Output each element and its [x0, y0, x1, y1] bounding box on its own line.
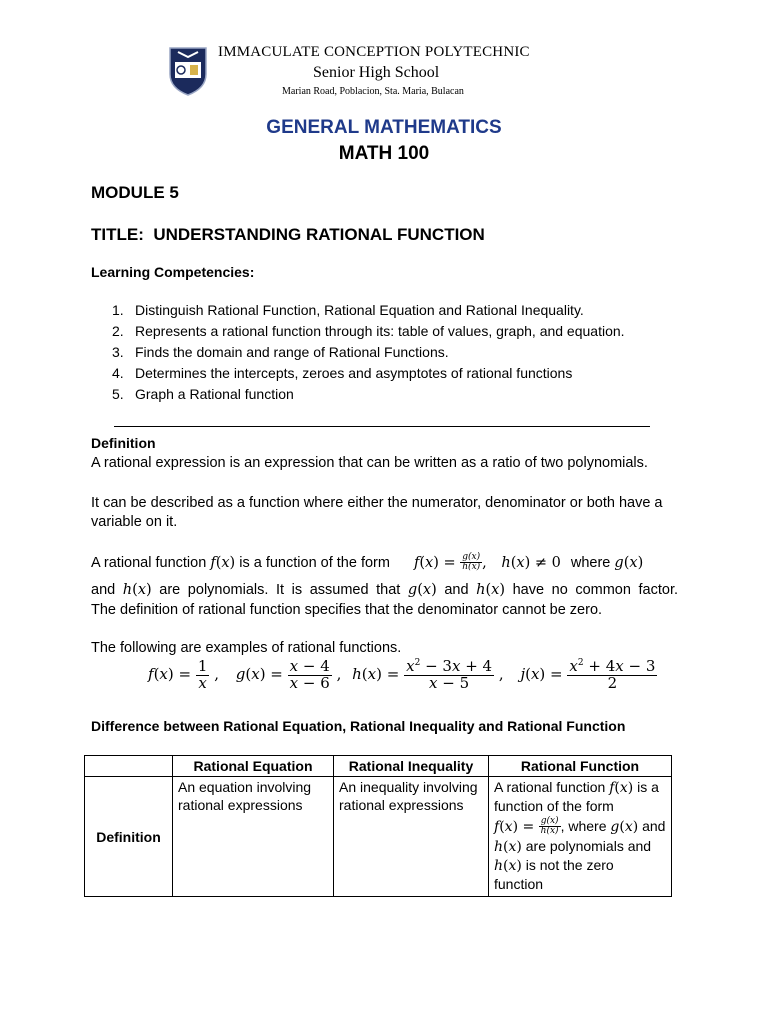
definition-p3-line1 [91, 553, 691, 573]
list-item-number: 5. [112, 386, 124, 402]
math-expression: f(x) = $\frac{g(x)}{h(x)}$ [494, 816, 559, 837]
list-item [112, 323, 625, 344]
definition-heading: Definition [91, 435, 156, 451]
cell-text: A rational function [494, 779, 606, 795]
cell-text: are polynomials and [525, 837, 652, 854]
section-divider [114, 426, 650, 427]
table-header-inequality: Rational Inequality [334, 756, 489, 777]
definition-text: have no common factor. [512, 582, 679, 598]
math-expression: h(x) [494, 857, 522, 874]
definition-p1: A rational expression is an expression that can be written as a ratio of two polynomials. [91, 455, 648, 471]
school-name: IMMACULATE CONCEPTION POLYTECHNIC [218, 44, 530, 60]
school-address: Marian Road, Poblacion, Sta. Maria, Bulacan [282, 86, 464, 97]
table-header-row [85, 756, 672, 777]
definition-p2: It can be described as a function where either the numerator, denominator or both have a variable on it. [91, 495, 663, 530]
math-expression: g(x) [407, 582, 437, 598]
definition-text: are polynomials. It is assumed that [159, 582, 401, 598]
difference-table [84, 755, 672, 897]
table-header-empty [85, 756, 173, 777]
math-expression: f(x) [609, 780, 634, 796]
school-subtitle: Senior High School [313, 64, 440, 81]
list-item-text: Determines the intercepts, zeroes and asymptotes of rational functions [135, 365, 573, 381]
difference-heading: Difference between Rational Equation, Rational Inequality and Rational Function [91, 718, 626, 734]
list-item-text: Finds the domain and range of Rational Functions. [135, 344, 449, 360]
definition-p3-line2 [91, 582, 678, 598]
equation-definition: An equation involving rational expressions [173, 777, 334, 897]
list-item [112, 302, 625, 323]
math-expression: h(x) [476, 582, 505, 598]
cell-text: is a function of the form [494, 779, 659, 814]
list-item-text: Represents a rational function through its: table of values, graph, and equation. [135, 323, 625, 339]
school-logo [166, 44, 210, 96]
definition-text: and [444, 582, 469, 598]
examples-row [148, 659, 657, 692]
cell-text: , where [560, 817, 607, 834]
math-expression: f(x) [210, 554, 236, 571]
example-g: g(x) = $\frac{x - 4}{x - 6}$ , [235, 657, 342, 692]
example-j: j(x) = $\frac{x^2 + 4x - 3}{2}$ [520, 657, 656, 692]
math-expression: h(x) [122, 582, 152, 598]
module-label: MODULE 5 [91, 183, 179, 202]
math-expression: h(x) [494, 838, 522, 855]
definition-text: A rational function [91, 554, 207, 571]
list-item-number: 3. [112, 344, 124, 360]
table-header-function: Rational Function [489, 756, 672, 777]
math-expression: g(x) [614, 554, 644, 571]
function-definition [489, 777, 672, 897]
module-title: TITLE: UNDERSTANDING RATIONAL FUNCTION [91, 225, 485, 244]
competencies-heading: Learning Competencies: [91, 264, 255, 280]
cell-text: is not the zero function [494, 856, 614, 892]
math-expression: f(x) = $\frac{g(x)}{h(x)}$ , [414, 552, 487, 573]
list-item [112, 365, 625, 386]
competencies-list [112, 302, 625, 407]
example-h: h(x) = $\frac{x^2 - 3x + 4}{x - 5}$ , [352, 657, 504, 692]
list-item-number: 2. [112, 323, 124, 339]
list-item [112, 386, 625, 407]
table-row [85, 777, 672, 897]
examples-intro: The following are examples of rational functions. [91, 640, 402, 656]
math-expression: g(x) [610, 818, 639, 835]
table-header-equation: Rational Equation [173, 756, 334, 777]
list-item-number: 4. [112, 365, 124, 381]
list-item-text: Distinguish Rational Function, Rational Equation and Rational Inequality. [135, 302, 584, 318]
definition-text: and [91, 582, 116, 598]
example-f: f(x) = $\frac{1}{x}$ , [148, 657, 219, 692]
inequality-definition: An inequality involving rational expressions [334, 777, 489, 897]
definition-text: is a function of the form [239, 554, 390, 571]
cell-text: and [642, 817, 666, 834]
math-expression: h(x) ≠ 0 [501, 554, 561, 571]
course-code: MATH 100 [338, 143, 430, 164]
definition-p3-line3: The definition of rational function specifies that the denominator cannot be zero. [91, 602, 603, 618]
table-row-label: Definition [85, 777, 173, 897]
list-item [112, 344, 625, 365]
list-item-number: 1. [112, 302, 124, 318]
list-item-text: Graph a Rational function [135, 386, 294, 402]
definition-text: where [570, 554, 611, 571]
course-title: GENERAL MATHEMATICS [266, 117, 502, 138]
